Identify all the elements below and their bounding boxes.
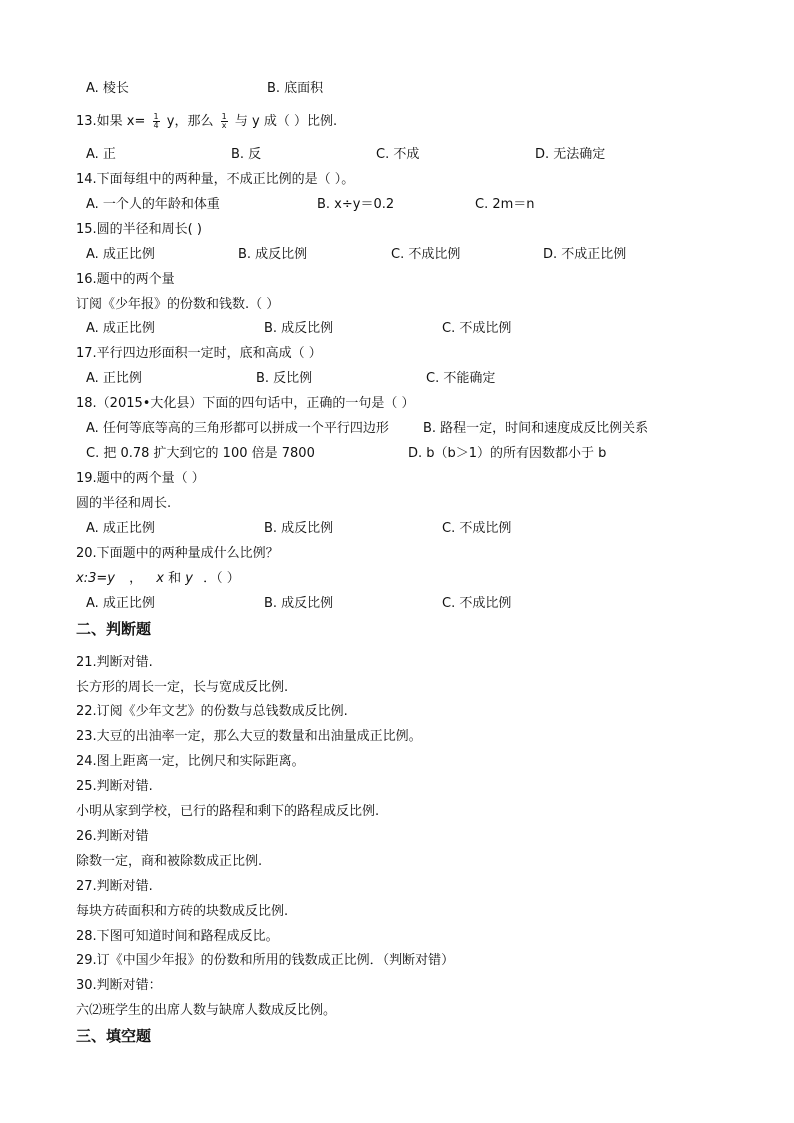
q13-fraction-2: [221, 113, 228, 130]
q13-option-d[interactable]: D. 无法确定: [535, 147, 606, 162]
judge-line-13: 29.订《中国少年报》的份数和所用的钱数成正比例．（判断对错）: [76, 953, 455, 968]
q15-option-b[interactable]: B. 成反比例: [238, 247, 308, 262]
judge-line-1: 21.判断对错.: [76, 655, 153, 670]
q13-fraction-1: [153, 113, 160, 130]
q17-option-a[interactable]: A. 正比例: [86, 371, 142, 386]
q20-options: [86, 595, 786, 613]
judge-line-2: 长方形的周长一定，长与宽成反比例.: [76, 680, 289, 695]
q13-option-a[interactable]: A. 正: [86, 147, 116, 162]
q15-options: [86, 246, 786, 264]
q20-var-x: x: [156, 571, 164, 586]
q16-option-b[interactable]: B. 成反比例: [264, 321, 334, 336]
q13-suffix: 与 y 成（ ）比例.: [234, 114, 338, 129]
q16-option-a[interactable]: A. 成正比例: [86, 321, 155, 336]
q16-options: [86, 320, 786, 338]
q16-option-c[interactable]: C. 不成比例: [442, 321, 512, 336]
judge-line-3: 22.订阅《少年文艺》的份数与总钱数成反比例.: [76, 704, 348, 719]
q20-option-c[interactable]: C. 不成比例: [442, 596, 512, 611]
q13-frac1-den: 4: [153, 121, 159, 130]
q13-option-b[interactable]: B. 反: [231, 147, 262, 162]
q20-option-a[interactable]: A. 成正比例: [86, 596, 155, 611]
q13-options: [86, 146, 786, 164]
q20-question: 20.下面题中的两种量成什么比例？: [76, 546, 279, 561]
q13-question: [76, 113, 337, 131]
judge-line-12: 28.下图可知道时间和路程成反比。: [76, 929, 279, 944]
judge-line-7: 小明从家到学校，已行的路程和剩下的路程成反比例.: [76, 804, 380, 819]
judge-line-14: 30.判断对错：: [76, 978, 162, 993]
judge-line-11: 每块方砖面积和方砖的块数成反比例.: [76, 904, 289, 919]
q19-option-a[interactable]: A. 成正比例: [86, 521, 155, 536]
q18-option-d[interactable]: D. b（b＞1）的所有因数都小于 b: [408, 446, 607, 461]
q13-mid: y，那么: [166, 114, 214, 129]
q19-option-b[interactable]: B. 成反比例: [264, 521, 334, 536]
q17-question: 17.平行四边形面积一定时，底和高成（ ）: [76, 346, 322, 361]
q13-frac2-num: 1: [221, 112, 227, 121]
judge-line-15: 六⑵班学生的出席人数与缺席人数成反比例。: [76, 1003, 337, 1018]
q20-option-b[interactable]: B. 成反比例: [264, 596, 334, 611]
q15-option-c[interactable]: C. 不成比例: [391, 247, 461, 262]
q14-option-b[interactable]: B. x÷y＝0.2: [317, 197, 395, 212]
q20-var-y: y: [185, 571, 193, 586]
judge-line-8: 26.判断对错: [76, 829, 149, 844]
section-3-title: 三、填空题: [76, 1027, 152, 1045]
q16-question: 16.题中的两个量: [76, 272, 175, 287]
q19-option-c[interactable]: C. 不成比例: [442, 521, 512, 536]
q13-option-c[interactable]: C. 不成: [376, 147, 420, 162]
q13-prefix: 13.如果 x=: [76, 114, 146, 129]
q12-option-b[interactable]: B. 底面积: [267, 81, 324, 96]
q12-option-a[interactable]: A. 棱长: [86, 81, 129, 96]
q19-options: [86, 520, 786, 538]
q18-option-a[interactable]: A. 任何等底等高的三角形都可以拼成一个平行四边形: [86, 421, 389, 436]
q15-option-a[interactable]: A. 成正比例: [86, 247, 155, 262]
q14-question: 14.下面每组中的两种量，不成正比例的是（ ）。: [76, 172, 355, 187]
q20-and: 和: [168, 571, 182, 586]
q16-question-detail: 订阅《少年报》的份数和钱数.（ ）: [76, 297, 280, 312]
q20-equation-line: [76, 570, 240, 588]
q17-options: [86, 370, 786, 388]
q13-frac2-den: x: [221, 121, 227, 130]
q14-option-c[interactable]: C. 2m＝n: [475, 197, 535, 212]
q12-options: [86, 80, 786, 98]
q14-option-a[interactable]: A. 一个人的年龄和体重: [86, 197, 220, 212]
q15-option-d[interactable]: D. 不成正比例: [543, 247, 627, 262]
judge-line-9: 除数一定，商和被除数成正比例.: [76, 854, 263, 869]
q19-question-detail: 圆的半径和周长.: [76, 496, 172, 511]
q17-option-c[interactable]: C. 不能确定: [426, 371, 496, 386]
judge-line-4: 23.大豆的出油率一定，那么大豆的数量和出油量成正比例。: [76, 729, 422, 744]
q14-options: [86, 196, 786, 214]
q18-option-c[interactable]: C. 把 0.78 扩大到它的 100 倍是 7800: [86, 446, 315, 461]
q17-option-b[interactable]: B. 反比例: [256, 371, 313, 386]
q18-options-row1: [86, 420, 786, 438]
q15-question: 15.圆的半径和周长( ): [76, 222, 202, 237]
q13-frac1-num: 1: [153, 112, 159, 121]
section-2-title: 二、判断题: [76, 620, 152, 638]
q18-options-row2: [86, 445, 786, 463]
q20-separator: ，: [129, 571, 143, 586]
judge-line-5: 24.图上距离一定，比例尺和实际距离。: [76, 754, 305, 769]
q20-equation: x:3=y: [76, 571, 115, 586]
q18-question: 18.（2015•大化县）下面的四句话中，正确的一句是（ ）: [76, 396, 415, 411]
q18-option-b[interactable]: B. 路程一定，时间和速度成反比例关系: [423, 421, 649, 436]
q20-end: ．（ ）: [203, 571, 240, 586]
judge-line-10: 27.判断对错.: [76, 879, 153, 894]
judge-line-6: 25.判断对错.: [76, 779, 153, 794]
q19-question: 19.题中的两个量（ ）: [76, 471, 205, 486]
